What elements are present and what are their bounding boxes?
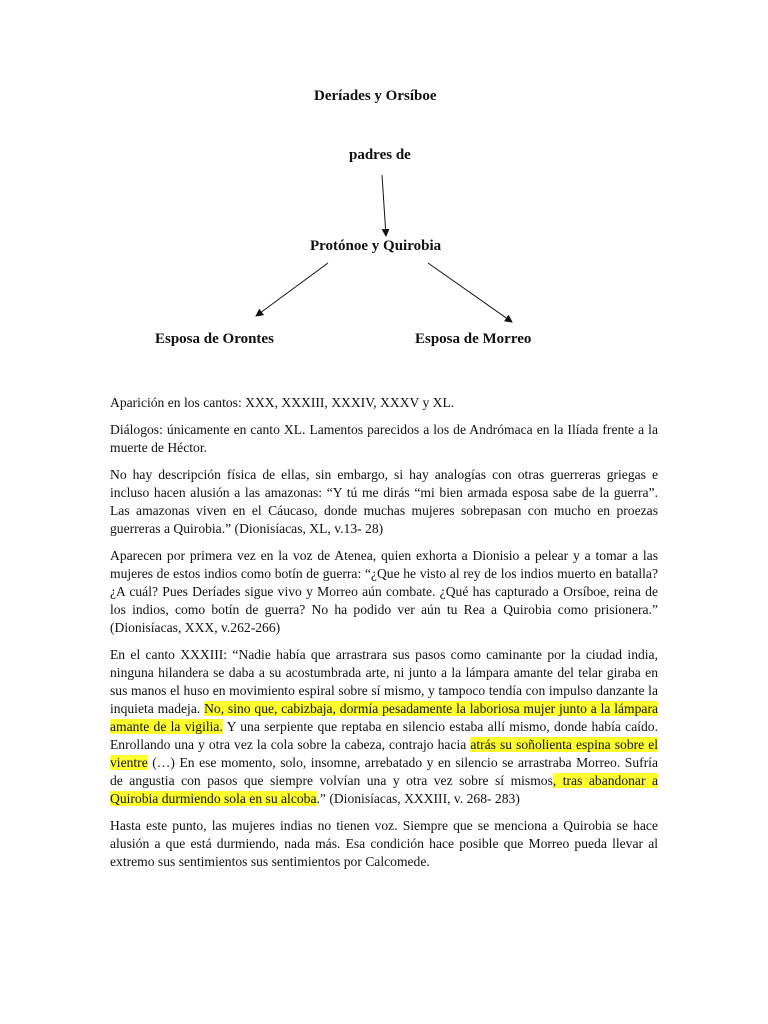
highlight-3: , tras abandonar a Quirobia durmiendo sola en su alcoba [110,773,658,806]
relation-heading: padres de [349,147,411,163]
arrow-right [428,263,512,322]
right-child-heading: Esposa de Morreo [415,331,532,347]
daughters-heading: Protónoe y Quirobia [310,238,442,254]
parents-names-heading: Deríades y Orsíboe [314,88,437,104]
dialogos-paragraph: Diálogos: únicamente en canto XL. Lamentos parecidos a los de Andrómaca en la Ilíada frente a la muerte de Héctor. [110,422,658,455]
cantos-paragraph: Aparición en los cantos: XXX, XXXIII, XXXIV, XXXV y XL. [110,395,455,410]
quote-part-a: En el canto XXXIII: “Nadie había que arrastrara sus pasos como caminante por la ciudad india, ninguna hilandera se daba a su acostumbrada arte, ni junto a la lámpara amante del telar giraba en sus manos el huso en movimiento espiral sobre sí mismo, y tampoco tendía con impulso danzante la inquieta madeja. [110,647,658,716]
canto-xxxiii-paragraph [110,646,658,808]
arrow-left [256,263,328,316]
highlight-2: atrás su soñolienta espina sobre el vientre [110,737,658,770]
body-text [110,394,658,880]
quote-part-d: .” (Dionisíacas, XXXIII, v. 268- 283) [316,791,520,806]
description-paragraph: No hay descripción física de ellas, sin embargo, si hay analogías con otras guerreras griegas e incluso hacen alusión a las amazonas: “Y tú me dirás “mi bien armada esposa sabe de la guerra”. Las amazonas viven en el Cáucaso, donde muchas mujeres sobrepasan con mucho en proezas guerreras a Quirobia.” (Dionisíacas, XL, v.13- 28) [110,467,658,536]
left-child-heading: Esposa de Orontes [155,331,274,347]
highlight-1: No, sino que, cabizbaja, dormía pesadamente la laboriosa mujer junto a la lámpara amante de la vigilia. [110,701,659,734]
quote-part-b: Y una serpiente que reptaba en silencio estaba allí mismo, donde había caído. Enrollando una y otra vez la cola sobre la cabeza, contrajo hacia [110,719,659,752]
conclusion-paragraph: Hasta este punto, las mujeres indias no tienen voz. Siempre que se menciona a Quirobia se hace alusión a que está durmiendo, nada más. Esa condición hace posible que Morreo pueda llevar al extremo sus sentimientos sus sentimientos por Calcomede. [110,818,658,869]
arrow-down [382,175,386,236]
atenea-paragraph: Aparecen por primera vez en la voz de Atenea, quien exhorta a Dionisio a pelear y a tomar a las mujeres de estos indios como botín de guerra: “¿Que he visto al rey de los indios muerto en batalla? ¿A cuál? Pues Deríades sigue vivo y Morreo aún combate. ¿Qué has capturado a Orsíboe, reina de los indios, como botín de guerra? No ha podido ver aún tu Rea a Quirobia como prisionera.” (Dionisíacas, XXX, v.262-266) [110,548,658,635]
quote-part-c: (…) En ese momento, solo, insomne, arrebatado y en silencio se arrastraba Morreo. Sufría de angustia con pasos que siempre volvían una y otra vez sobre sí mismos [110,755,658,788]
